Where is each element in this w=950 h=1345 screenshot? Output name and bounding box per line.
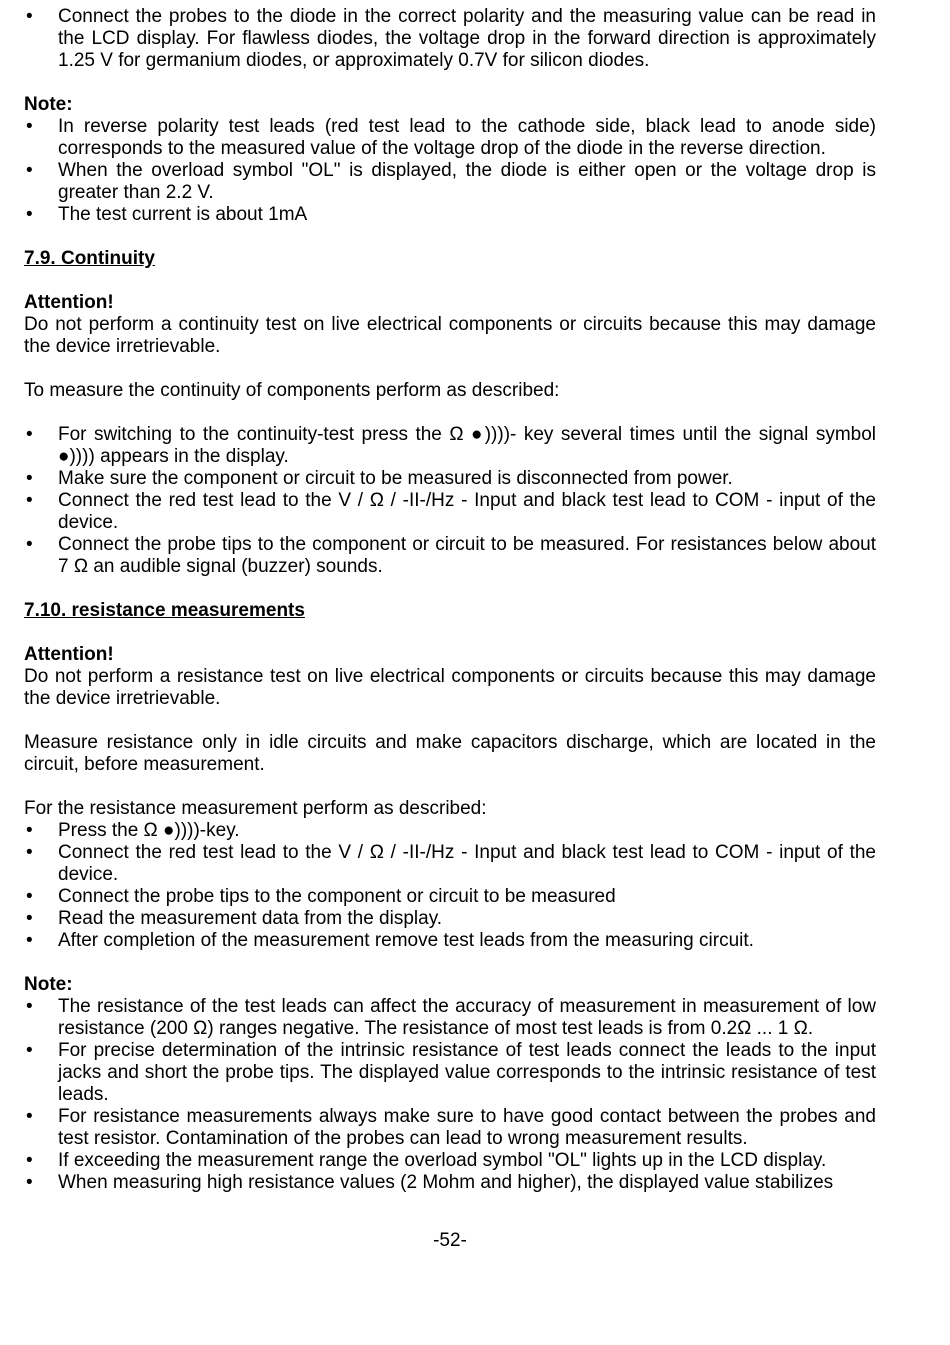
note-label: Note: (24, 94, 73, 115)
list-item: • If exceeding the measurement range the overload symbol "OL" lights up in the LCD display. (24, 1150, 876, 1172)
list-item: • The test current is about 1mA (24, 204, 876, 226)
list-item: • Connect the red test lead to the V / Ω / -II-/Hz - Input and black test lead to COM - input of the device. (24, 842, 876, 886)
attention-label: Attention! (24, 644, 114, 665)
section-heading-continuity: 7.9. Continuity (24, 248, 155, 269)
list-item: • Press the Ω ●))))-key. (24, 820, 876, 842)
document-page (24, 6, 876, 1194)
intro-text: To measure the continuity of components perform as described: (24, 380, 560, 401)
resistance-note-list (24, 996, 876, 1194)
list-item: • When the overload symbol "OL" is displayed, the diode is either open or the voltage drop is greater than 2.2 V. (24, 160, 876, 204)
list-item: • Connect the probes to the diode in the correct polarity and the measuring value can be read in the LCD display. For flawless diodes, the voltage drop in the forward direction is approximately 1.25 V for germanium diodes, or approximately 0.7V for silicon diodes. (24, 6, 876, 72)
page-number: -52- (433, 1230, 467, 1251)
list-item: • Connect the probe tips to the component or circuit to be measured (24, 886, 876, 908)
list-item: • Connect the probe tips to the component or circuit to be measured. For resistances below about 7 Ω an audible signal (buzzer) sounds. (24, 534, 876, 578)
resistance-bullet-list (24, 820, 876, 952)
list-item: • For switching to the continuity-test press the Ω ●))))- key several times until the signal symbol ●)))) appears in the display. (24, 424, 876, 468)
list-item: • Make sure the component or circuit to be measured is disconnected from power. (24, 468, 876, 490)
idle-circuit-text: Measure resistance only in idle circuits and make capacitors discharge, which are located in the circuit, before measurement. (24, 732, 876, 775)
list-item: • When measuring high resistance values (2 Mohm and higher), the displayed value stabilizes (24, 1172, 876, 1194)
diode-bullet-list (24, 6, 876, 72)
list-item: • After completion of the measurement remove test leads from the measuring circuit. (24, 930, 876, 952)
section-heading-resistance: 7.10. resistance measurements (24, 600, 305, 621)
list-item: • The resistance of the test leads can affect the accuracy of measurement in measurement of low resistance (200 Ω) ranges negative. The resistance of most test leads is from 0.2Ω ... 1 Ω. (24, 996, 876, 1040)
list-item: • Read the measurement data from the display. (24, 908, 876, 930)
attention-label: Attention! (24, 292, 114, 313)
list-item: • For precise determination of the intrinsic resistance of test leads connect the leads to the input jacks and short the probe tips. The displayed value corresponds to the intrinsic resistance of test leads. (24, 1040, 876, 1106)
list-item: • For resistance measurements always make sure to have good contact between the probes and test resistor. Contamination of the probes can lead to wrong measurement results. (24, 1106, 876, 1150)
note-label: Note: (24, 974, 73, 995)
continuity-bullet-list (24, 424, 876, 578)
list-item: • In reverse polarity test leads (red test lead to the cathode side, black lead to anode side) corresponds to the measured value of the voltage drop of the diode in the reverse direction. (24, 116, 876, 160)
attention-text: Do not perform a resistance test on live electrical components or circuits because this may damage the device irretrievable. (24, 666, 876, 709)
list-item: • Connect the red test lead to the V / Ω / -II-/Hz - Input and black test lead to COM - input of the device. (24, 490, 876, 534)
diode-note-list (24, 116, 876, 226)
attention-text: Do not perform a continuity test on live electrical components or circuits because this may damage the device irretrievable. (24, 314, 876, 357)
intro-text: For the resistance measurement perform as described: (24, 798, 487, 819)
